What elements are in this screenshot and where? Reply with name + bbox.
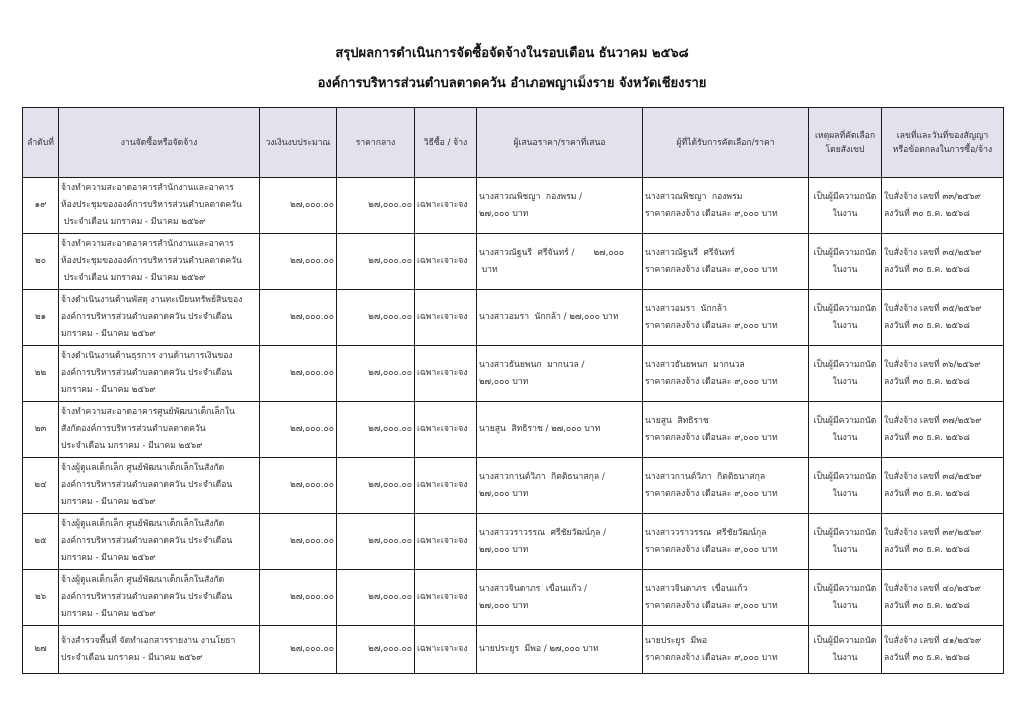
reason-line: ในงาน (832, 544, 858, 555)
document-title: สรุปผลการดำเนินการจัดซื้อจัดจ้างในรอบเดือน ธันวาคม ๒๕๖๘ (335, 46, 689, 61)
work-line: ประจำเดือน มกราคม - มีนาคม ๒๕๖๙ (61, 217, 206, 227)
cell-bidder (477, 234, 643, 290)
cell-contract (882, 458, 1004, 514)
bidder-line: ๒๗,๐๐๐ บาท (479, 600, 529, 611)
work-line: องค์การบริหารส่วนตำบลตาดควัน ประจำเดือน (61, 536, 233, 546)
bidder-line: นางสาวธันยพนก มากนวล / (479, 359, 585, 370)
work-line: ประจำเดือน มกราคม - มีนาคม ๒๕๖๙ (61, 652, 203, 663)
cell-bidder (477, 458, 643, 514)
cell-selected (643, 626, 809, 674)
cell-selected (643, 458, 809, 514)
work-line: จ้างสำรวจพื้นที่ จัดทำเอกสารรายงาน งานโยธา (61, 635, 236, 646)
selected-line: นางสาวณพิชญา กองพรม (645, 191, 743, 202)
table-row (23, 234, 1004, 290)
work-line: จ้างดำเนินงานด้านพัสดุ งานทะเบียนทรัพย์สินของ (61, 295, 243, 305)
work-line: ห้องประชุมขององค์การบริหารส่วนตำบลตาดควัน (61, 200, 242, 210)
work-line: จ้างทำความสะอาดอาคารสำนักงานและอาคาร (61, 239, 234, 249)
contract-line: ลงวันที่ ๓๐ ธ.ค. ๒๕๖๘ (884, 488, 970, 499)
contract-line: ใบสั่งจ้าง เลขที่ ๓๙/๒๕๖๙ (884, 527, 982, 538)
cell-bidder (477, 402, 643, 458)
cell-work (59, 570, 260, 626)
contract-line: ลงวันที่ ๓๐ ธ.ค. ๒๕๖๘ (884, 208, 970, 219)
selected-line: ราคาตกลงจ้าง เดือนละ ๙,๐๐๐ บาท (645, 264, 778, 275)
cell-work (59, 178, 260, 234)
cell-reason (809, 570, 882, 626)
cell-reason (809, 178, 882, 234)
bidder-line: นางสาวกานต์วิภา กิตติธนาสกุล / (479, 471, 605, 482)
cell-contract (882, 514, 1004, 570)
reason-line: ในงาน (832, 208, 858, 219)
table-row (23, 402, 1004, 458)
cell-selected (643, 178, 809, 234)
work-line: ประจำเดือน มกราคม - มีนาคม ๒๕๖๙ (61, 441, 203, 451)
selected-line: ราคาตกลงจ้าง เดือนละ ๙,๐๐๐ บาท (645, 376, 778, 387)
cell-bidder (477, 514, 643, 570)
cell-no: ๒๕ (23, 514, 59, 570)
contract-line: ลงวันที่ ๓๐ ธ.ค. ๒๕๖๘ (884, 376, 970, 387)
cell-selected (643, 570, 809, 626)
cell-budget: ๒๗,๐๐๐.๐๐ (260, 290, 337, 346)
work-line: องค์การบริหารส่วนตำบลตาดควัน ประจำเดือน (61, 592, 233, 602)
contract-line: ใบสั่งจ้าง เลขที่ ๓๔/๒๕๖๙ (884, 247, 982, 258)
cell-contract (882, 346, 1004, 402)
bidder-line: นางสาวณัฐนรี ศรีจันทร์ / ๒๗,๐๐๐ (479, 247, 625, 258)
cell-median-price: ๒๗,๐๐๐.๐๐ (337, 234, 415, 290)
selected-line: ราคาตกลงจ้าง เดือนละ ๙,๐๐๐ บาท (645, 488, 778, 499)
work-line: จ้างผู้ดูแลเด็กเล็ก ศูนย์พัฒนาเด็กเล็กในสังกัด (61, 463, 225, 473)
cell-method: เฉพาะเจาะจง (415, 514, 477, 570)
cell-budget: ๒๗,๐๐๐.๐๐ (260, 402, 337, 458)
header-work: งานจัดซื้อหรือจัดจ้าง (59, 108, 260, 178)
cell-contract (882, 290, 1004, 346)
table-row (23, 570, 1004, 626)
cell-median-price: ๒๗,๐๐๐.๐๐ (337, 458, 415, 514)
cell-budget: ๒๗,๐๐๐.๐๐ (260, 626, 337, 674)
header-reason-line1: เหตุผลที่คัดเลือก (814, 130, 876, 141)
cell-reason (809, 346, 882, 402)
reason-line: เป็นผู้มีความถนัด (813, 583, 877, 594)
contract-line: ใบสั่งจ้าง เลขที่ ๓๖/๒๕๖๙ (884, 359, 981, 370)
header-contract (882, 108, 1004, 178)
bidder-line: นางสาวอมรา นักกล้า / ๒๗,๐๐๐ บาท (479, 312, 619, 322)
cell-work (59, 346, 260, 402)
cell-method: เฉพาะเจาะจง (415, 234, 477, 290)
contract-line: ใบสั่งจ้าง เลขที่ ๓๕/๒๕๖๙ (884, 303, 982, 314)
cell-budget: ๒๗,๐๐๐.๐๐ (260, 514, 337, 570)
contract-line: ใบสั่งจ้าง เลขที่ ๓๗/๒๕๖๙ (884, 415, 982, 426)
bidder-line: นางสาวจินดาภร เขื่อนแก้ว / (479, 583, 587, 594)
cell-budget: ๒๗,๐๐๐.๐๐ (260, 458, 337, 514)
header-method: วิธีซื้อ / จ้าง (415, 108, 477, 178)
bidder-line: ๒๗,๐๐๐ บาท (479, 208, 529, 219)
cell-method: เฉพาะเจาะจง (415, 178, 477, 234)
cell-no: ๒๒ (23, 346, 59, 402)
selected-line: ราคาตกลงจ้าง เดือนละ ๙,๐๐๐ บาท (645, 544, 778, 555)
cell-method: เฉพาะเจาะจง (415, 346, 477, 402)
procurement-table (22, 107, 1004, 674)
cell-method: เฉพาะเจาะจง (415, 402, 477, 458)
cell-selected (643, 402, 809, 458)
selected-line: ราคาตกลงจ้าง เดือนละ ๙,๐๐๐ บาท (645, 600, 778, 611)
document-subtitle: องค์การบริหารส่วนตำบลตาดควัน อำเภอพญาเม็งราย จังหวัดเชียงราย (317, 76, 707, 91)
header-budget: วงเงินงบประมาณ (260, 108, 337, 178)
table-row (23, 178, 1004, 234)
cell-method: เฉพาะเจาะจง (415, 570, 477, 626)
cell-method: เฉพาะเจาะจง (415, 626, 477, 674)
cell-no: ๒๓ (23, 402, 59, 458)
cell-median-price: ๒๗,๐๐๐.๐๐ (337, 178, 415, 234)
bidder-line: ๒๗,๐๐๐ บาท (479, 544, 529, 555)
selected-line: นางสาวจินดาภร เขื่อนแก้ว (645, 583, 748, 594)
work-line: มกราคม - มีนาคม ๒๕๖๙ (61, 385, 156, 395)
cell-work (59, 290, 260, 346)
reason-line: เป็นผู้มีความถนัด (813, 527, 877, 538)
header-bidders: ผู้เสนอราคา/ราคาที่เสนอ (477, 108, 643, 178)
work-line: จ้างผู้ดูแลเด็กเล็ก ศูนย์พัฒนาเด็กเล็กในสังกัด (61, 519, 225, 529)
selected-line: นางสาวอมรา นักกล้า (645, 303, 727, 314)
header-contract-line2: หรือข้อตกลงในการซื้อ/จ้าง (892, 144, 993, 155)
cell-budget: ๒๗,๐๐๐.๐๐ (260, 570, 337, 626)
reason-line: เป็นผู้มีความถนัด (813, 359, 877, 370)
header-median-price: ราคากลาง (337, 108, 415, 178)
cell-contract (882, 570, 1004, 626)
reason-line: เป็นผู้มีความถนัด (813, 471, 877, 482)
cell-contract (882, 178, 1004, 234)
reason-line: เป็นผู้มีความถนัด (813, 191, 877, 202)
reason-line: เป็นผู้มีความถนัด (813, 247, 877, 258)
selected-line: นางสาวธันยพนก มากนวล (645, 359, 745, 370)
table-row (23, 514, 1004, 570)
header-reason-line2: โดยสังเขป (825, 144, 865, 155)
cell-reason (809, 626, 882, 674)
reason-line: เป็นผู้มีความถนัด (813, 415, 877, 426)
bidder-line: นายประยูร มีพอ / ๒๗,๐๐๐ บาท (479, 644, 599, 654)
selected-line: นายประยูร มีพอ (645, 635, 708, 646)
cell-no: ๒๖ (23, 570, 59, 626)
reason-line: ในงาน (832, 264, 858, 275)
work-line: ห้องประชุมขององค์การบริหารส่วนตำบลตาดควัน (61, 256, 242, 266)
bidder-line: นางสาวณพิชญา กองพรม / (479, 191, 583, 202)
cell-budget: ๒๗,๐๐๐.๐๐ (260, 346, 337, 402)
contract-line: ลงวันที่ ๓๐ ธ.ค. ๒๕๖๘ (884, 320, 970, 331)
table-row (23, 346, 1004, 402)
cell-bidder (477, 290, 643, 346)
cell-selected (643, 234, 809, 290)
bidder-line: ๒๗,๐๐๐ บาท (479, 488, 529, 499)
selected-line: นายสูน สิทธิราช (645, 415, 709, 426)
header-reason (809, 108, 882, 178)
reason-line: ในงาน (832, 652, 858, 663)
work-line: จ้างผู้ดูแลเด็กเล็ก ศูนย์พัฒนาเด็กเล็กในสังกัด (61, 575, 225, 585)
cell-reason (809, 234, 882, 290)
cell-reason (809, 402, 882, 458)
table-body (23, 178, 1004, 674)
cell-bidder (477, 570, 643, 626)
selected-line: นางสาวณัฐนรี ศรีจันทร์ (645, 247, 735, 258)
bidder-line: นางสาววราวรรณ ศรีชัยวัฒน์กุล / (479, 527, 607, 538)
contract-line: ใบสั่งจ้าง เลขที่ ๔๑/๒๕๖๙ (884, 635, 982, 646)
selected-line: นางสาวกานต์วิภา กิตติธนาสกุล (645, 471, 766, 482)
work-line: ประจำเดือน มกราคม - มีนาคม ๒๕๖๙ (61, 273, 206, 283)
table-row (23, 458, 1004, 514)
bidder-line: บาท (479, 264, 498, 275)
header-selected: ผู้ที่ได้รับการคัดเลือก/ราคา (643, 108, 809, 178)
cell-contract (882, 402, 1004, 458)
cell-median-price: ๒๗,๐๐๐.๐๐ (337, 290, 415, 346)
cell-selected (643, 290, 809, 346)
selected-line: ราคาตกลงจ้าง เดือนละ ๙,๐๐๐ บาท (645, 208, 778, 219)
work-line: จ้างทำความสะอาดอาคารศูนย์พัฒนาเด็กเล็กใน (61, 407, 235, 417)
cell-bidder (477, 178, 643, 234)
cell-work (59, 402, 260, 458)
table-row (23, 290, 1004, 346)
work-line: มกราคม - มีนาคม ๒๕๖๙ (61, 609, 156, 619)
reason-line: เป็นผู้มีความถนัด (813, 303, 877, 314)
cell-reason (809, 514, 882, 570)
reason-line: เป็นผู้มีความถนัด (813, 635, 877, 646)
cell-median-price: ๒๗,๐๐๐.๐๐ (337, 514, 415, 570)
cell-bidder (477, 346, 643, 402)
contract-line: ลงวันที่ ๓๐ ธ.ค. ๒๕๖๘ (884, 264, 970, 275)
cell-no: ๒๔ (23, 458, 59, 514)
work-line: มกราคม - มีนาคม ๒๕๖๙ (61, 553, 156, 563)
cell-work (59, 458, 260, 514)
cell-selected (643, 346, 809, 402)
cell-median-price: ๒๗,๐๐๐.๐๐ (337, 626, 415, 674)
cell-bidder (477, 626, 643, 674)
selected-line: นางสาววราวรรณ ศรีชัยวัฒน์กุล (645, 527, 767, 538)
cell-contract (882, 234, 1004, 290)
reason-line: ในงาน (832, 488, 858, 499)
cell-budget: ๒๗,๐๐๐.๐๐ (260, 178, 337, 234)
cell-method: เฉพาะเจาะจง (415, 458, 477, 514)
cell-median-price: ๒๗,๐๐๐.๐๐ (337, 570, 415, 626)
work-line: มกราคม - มีนาคม ๒๕๖๙ (61, 329, 156, 339)
cell-selected (643, 514, 809, 570)
cell-work (59, 234, 260, 290)
work-line: สังกัดองค์การบริหารส่วนตำบลตาดควัน (61, 424, 206, 434)
header-no: ลำดับที่ (23, 108, 59, 178)
cell-work (59, 514, 260, 570)
cell-budget: ๒๗,๐๐๐.๐๐ (260, 234, 337, 290)
contract-line: ใบสั่งจ้าง เลขที่ ๔๐/๒๕๖๙ (884, 583, 981, 594)
cell-median-price: ๒๗,๐๐๐.๐๐ (337, 402, 415, 458)
work-line: มกราคม - มีนาคม ๒๕๖๙ (61, 497, 156, 507)
bidder-line: นายสูน สิทธิราช / ๒๗,๐๐๐ บาท (479, 424, 601, 434)
cell-no: ๒๐ (23, 234, 59, 290)
contract-line: ลงวันที่ ๓๐ ธ.ค. ๒๕๖๘ (884, 432, 970, 443)
selected-line: ราคาตกลงจ้าง เดือนละ ๙,๐๐๐ บาท (645, 432, 778, 443)
reason-line: ในงาน (832, 432, 858, 443)
contract-line: ลงวันที่ ๓๐ ธ.ค. ๒๕๖๘ (884, 652, 970, 663)
contract-line: ลงวันที่ ๓๐ ธ.ค. ๒๕๖๘ (884, 600, 970, 611)
header-contract-line1: เลขที่และวันที่ของสัญญา (896, 130, 989, 141)
table-row (23, 626, 1004, 674)
cell-no: ๒๑ (23, 290, 59, 346)
work-line: องค์การบริหารส่วนตำบลตาดควัน ประจำเดือน (61, 368, 233, 378)
contract-line: ใบสั่งจ้าง เลขที่ ๓๓/๒๕๖๙ (884, 191, 981, 202)
work-line: องค์การบริหารส่วนตำบลตาดควัน ประจำเดือน (61, 480, 233, 490)
reason-line: ในงาน (832, 320, 858, 331)
cell-no: ๑๙ (23, 178, 59, 234)
selected-line: ราคาตกลงจ้าง เดือนละ ๙,๐๐๐ บาท (645, 652, 778, 663)
reason-line: ในงาน (832, 376, 858, 387)
work-line: องค์การบริหารส่วนตำบลตาดควัน ประจำเดือน (61, 312, 233, 322)
cell-median-price: ๒๗,๐๐๐.๐๐ (337, 346, 415, 402)
contract-line: ลงวันที่ ๓๐ ธ.ค. ๒๕๖๘ (884, 544, 970, 555)
work-line: จ้างดำเนินงานด้านธุรการ งานด้านการเงินของ (61, 351, 233, 361)
reason-line: ในงาน (832, 600, 858, 611)
cell-method: เฉพาะเจาะจง (415, 290, 477, 346)
cell-no: ๒๗ (23, 626, 59, 674)
bidder-line: ๒๗,๐๐๐ บาท (479, 376, 529, 387)
cell-work (59, 626, 260, 674)
work-line: จ้างทำความสะอาดอาคารสำนักงานและอาคาร (61, 183, 234, 193)
cell-reason (809, 458, 882, 514)
contract-line: ใบสั่งจ้าง เลขที่ ๓๘/๒๕๖๙ (884, 471, 982, 482)
table-header-row (23, 108, 1004, 178)
cell-contract (882, 626, 1004, 674)
cell-reason (809, 290, 882, 346)
selected-line: ราคาตกลงจ้าง เดือนละ ๙,๐๐๐ บาท (645, 320, 778, 331)
